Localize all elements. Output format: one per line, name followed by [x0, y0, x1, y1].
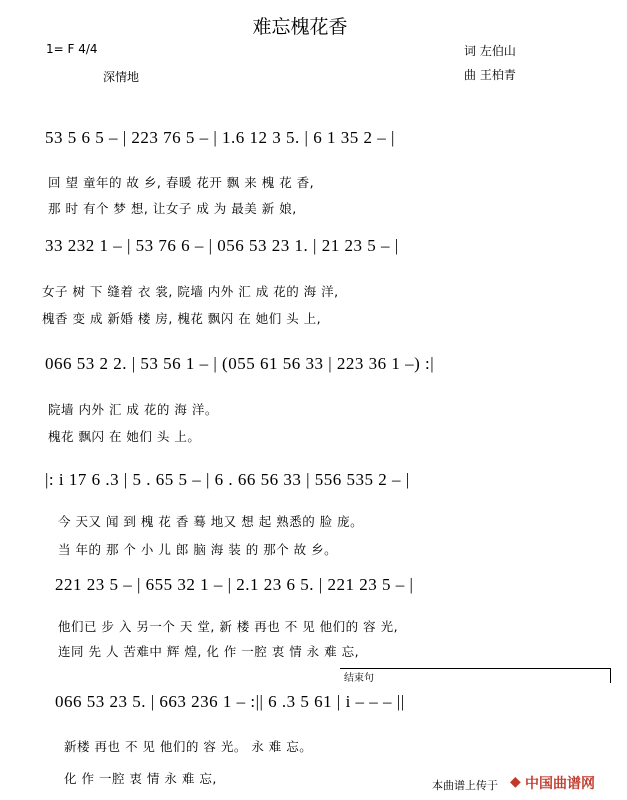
tempo-marking: 深情地: [103, 70, 140, 84]
lyric-line-3a: 院墙 内外 汇 成 花的 海 洋。: [48, 402, 218, 417]
lyric-line-5a: 他们已 步 入 另一个 天 堂, 新 楼 再也 不 见 他们的 容 光,: [58, 619, 399, 634]
notation-line-1: 53 5 6 5 – | 223 76 5 – | 1.6 12 3 5. | 6 1 35 2 – |: [45, 128, 395, 147]
lyric-line-1b: 那 时 有个 梦 想, 让女子 成 为 最美 新 娘,: [48, 201, 297, 216]
lyric-line-2a: 女子 树 下 缝着 衣 裳, 院墙 内外 汇 成 花的 海 洋,: [42, 284, 339, 299]
lyric-line-5b: 连同 先 人 苦难中 辉 煌, 化 作 一腔 衷 情 永 难 忘,: [58, 644, 360, 659]
notation-line-2: 33 232 1 – | 53 76 6 – | 056 53 23 1. | 21 23 5 – |: [45, 236, 399, 255]
site-logo: 中国曲谱网: [525, 776, 595, 792]
notation-line-4: |: i 17 6 .3 | 5 . 65 5 – | 6 . 66 56 33 | 556 535 2 – |: [45, 470, 410, 489]
lyric-line-4a: 今 天又 闻 到 槐 花 香 蓦 地又 想 起 熟悉的 脸 庞。: [58, 514, 364, 529]
composer: 曲 王柏青: [464, 68, 516, 82]
lyric-line-1a: 回 望 童年的 故 乡, 春暖 花开 飘 来 槐 花 香,: [48, 175, 315, 190]
notation-line-3: 066 53 2 2. | 53 56 1 – | (055 61 56 33 | 223 36 1 –) :|: [45, 354, 435, 373]
notation-line-5: 221 23 5 – | 655 32 1 – | 2.1 23 6 5. | 221 23 5 – |: [55, 575, 414, 594]
upload-note: 本曲谱上传于: [432, 779, 498, 792]
lyric-line-4b: 当 年的 那 个 小 儿 郎 脑 海 装 的 那个 故 乡。: [58, 542, 338, 557]
key-meter: 1= F 4/4: [46, 42, 98, 56]
lyricist: 词 左伯山: [464, 44, 516, 58]
coda-label: 结束句: [344, 673, 374, 684]
lyric-line-2b: 槐香 变 成 新婚 楼 房, 槐花 飘闪 在 她们 头 上,: [42, 311, 322, 326]
song-title: 难忘槐花香: [252, 16, 348, 38]
coda-bracket: [340, 668, 611, 683]
lyric-line-6a: 新楼 再也 不 见 他们的 容 光。 永 难 忘。: [64, 739, 313, 754]
lyric-line-3b: 槐花 飘闪 在 她们 头 上。: [48, 429, 201, 444]
logo-icon: ◆: [510, 774, 521, 790]
notation-line-6: 066 53 23 5. | 663 236 1 – :|| 6 .3 5 61 | i – – – ||: [55, 692, 405, 711]
lyric-line-6b: 化 作 一腔 衷 情 永 难 忘,: [64, 771, 217, 786]
